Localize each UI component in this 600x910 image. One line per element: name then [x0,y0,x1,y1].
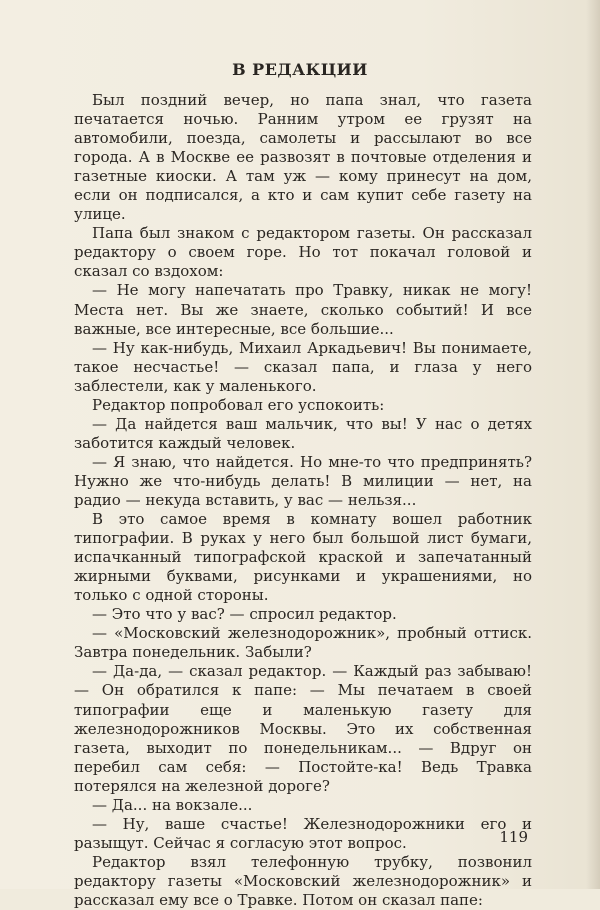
paragraph: — «Московский железнодорожник», пробный оттиск. Завтра понедельник. Забыли? [74,624,532,662]
body-text [74,91,532,910]
page-edge-shadow [586,0,600,889]
page-number: 119 [499,828,528,846]
paragraph: — Да... на вокзале... [92,795,253,814]
paragraph: Папа был знаком с редактором газеты. Он рассказал редактору о своем горе. Но тот покачал головой и сказал со вздохом: [74,224,532,281]
chapter-title: В РЕДАКЦИИ [232,60,368,79]
paragraph: — Не могу напечатать про Травку, никак не могу! Места нет. Вы же знаете, сколько событий! И все важные, все интересные, все большие... [74,281,532,338]
paragraph: В это самое время в комнату вошел работник типографии. В руках у него был большой лист бумаги, испачканный типографской краской и запечатанный жирными буквами, рисунками и украшениями, но только с одной стороны. [74,510,532,605]
paragraph: — Да найдется ваш мальчик, что вы! У нас о детях заботится каждый человек. [74,414,532,452]
paragraph: Был поздний вечер, но папа знал, что газета печатается ночью. Ранним утром ее грузят на автомобили, поезда, самолеты и рассылают во все города. А в Москве ее развозят в почтовые отделения и газетные киоски. А там уж — кому принесут на дом, если он подписался, а кто и сам купит себе газету на улице. [74,91,532,224]
paragraph: Редактор взял телефонную трубку, позвонил редактору газеты «Московский железнодорожник» и рассказал ему все о Травке. Потом он сказал папе: [74,852,532,909]
paragraph: — Ну, ваше счастье! Железнодорожники его и разыщут. Сейчас я согласую этот вопрос. [74,814,532,852]
paragraph: — Я знаю, что найдется. Но мне-то что предпринять? Нужно же что-нибудь делать! В милиции — нет, на радио — некуда вставить, у вас — нельзя... [74,452,532,509]
paragraph: Редактор попробовал его успокоить: [92,395,385,414]
paragraph: — Ну как-нибудь, Михаил Аркадьевич! Вы понимаете, такое несчастье! — сказал папа, и глаза у него заблестели, как у маленького. [74,338,532,395]
paragraph: — Да-да, — сказал редактор. — Каждый раз забываю! — Он обратился к папе: — Мы печатаем в своей типографии еще и маленькую газету для железнодорожников Москвы. Это их собственная газета, выходит по понедельникам... — Вдруг он перебил сам себя: — Постойте-ка! Ведь Травка потерялся на железной дороге? [74,662,532,795]
paragraph: — Это что у вас? — спросил редактор. [92,605,397,624]
